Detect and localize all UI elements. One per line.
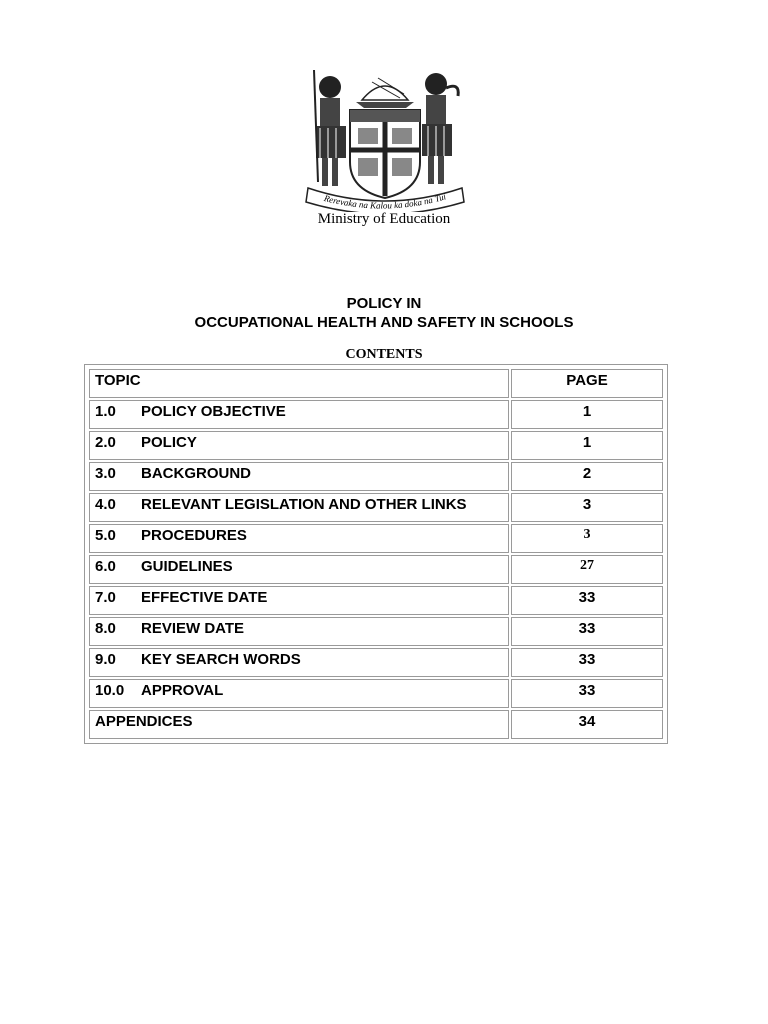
toc-topic-label: REVIEW DATE [141, 620, 245, 637]
toc-topic-cell [89, 400, 509, 429]
toc-topic-cell [89, 462, 509, 491]
table-row [89, 431, 663, 460]
toc-page-number: 27 [511, 555, 663, 584]
organization-name [0, 211, 768, 228]
toc-section-number: 8.0 [95, 620, 116, 637]
canoe-crest [356, 78, 414, 108]
toc-topic-label: APPROVAL [141, 682, 224, 699]
toc-section-number: 9.0 [95, 651, 116, 668]
toc-section-number: 4.0 [95, 496, 116, 513]
table-row [89, 524, 663, 553]
toc-topic-label: EFFECTIVE DATE [141, 589, 268, 606]
toc-topic-label: BACKGROUND [141, 465, 251, 482]
left-supporter-figure [314, 70, 346, 186]
fiji-coat-of-arms-icon [300, 62, 470, 212]
toc-topic-label: KEY SEARCH WORDS [141, 651, 301, 668]
shield [350, 110, 420, 198]
toc-section-number: 3.0 [95, 465, 116, 482]
toc-topic-cell [89, 493, 509, 522]
toc-topic-cell [89, 679, 509, 708]
contents-heading: CONTENTS [345, 347, 423, 362]
motto-text: Rerevaka na Kalou ka doka na Tui [323, 191, 448, 211]
toc-topic-label: PROCEDURES [141, 527, 247, 544]
table-row [89, 400, 663, 429]
toc-topic-label: RELEVANT LEGISLATION AND OTHER LINKS [141, 496, 467, 513]
toc-page-number: 33 [511, 648, 663, 677]
table-row [89, 555, 663, 584]
toc-topic-cell [89, 555, 509, 584]
policy-title-line1: POLICY IN [346, 295, 422, 312]
toc-topic-label: GUIDELINES [141, 558, 233, 575]
table-row [89, 493, 663, 522]
table-row [89, 462, 663, 491]
toc-page-number: 3 [511, 493, 663, 522]
toc-page-number: 1 [511, 431, 663, 460]
toc-page-number: 2 [511, 462, 663, 491]
toc-page-number: 1 [511, 400, 663, 429]
toc-page-number: 34 [511, 710, 663, 739]
toc-topic-label: APPENDICES [95, 713, 193, 730]
toc-section-number: 5.0 [95, 527, 116, 544]
table-row [89, 710, 663, 739]
toc-topic-cell [89, 524, 509, 553]
organization-label: Ministry of Education [317, 211, 451, 227]
toc-page-number: 33 [511, 679, 663, 708]
right-supporter-figure [422, 73, 458, 184]
toc-header-topic: TOPIC [89, 369, 509, 398]
toc-topic-label: POLICY [141, 434, 197, 451]
toc-topic-cell [89, 617, 509, 646]
toc-topic-label: POLICY OBJECTIVE [141, 403, 286, 420]
table-row [89, 617, 663, 646]
toc-header-row [89, 369, 663, 398]
toc-page-number: 33 [511, 617, 663, 646]
table-row [89, 679, 663, 708]
toc-table [87, 367, 665, 741]
toc-topic-cell [89, 710, 509, 739]
toc-header-page: PAGE [511, 369, 663, 398]
table-row [89, 648, 663, 677]
toc-topic-cell [89, 586, 509, 615]
toc-section-number: 2.0 [95, 434, 116, 451]
toc-section-number: 6.0 [95, 558, 116, 575]
toc-section-number: 10.0 [95, 682, 125, 699]
table-row [89, 586, 663, 615]
toc-page-number: 3 [511, 524, 663, 553]
policy-title-line2: OCCUPATIONAL HEALTH AND SAFETY IN SCHOOLS [194, 314, 574, 331]
toc-page-number: 33 [511, 586, 663, 615]
toc-section-number: 1.0 [95, 403, 116, 420]
toc-section-number: 7.0 [95, 589, 116, 606]
toc-topic-cell [89, 431, 509, 460]
table-of-contents [84, 364, 668, 744]
toc-topic-cell [89, 648, 509, 677]
